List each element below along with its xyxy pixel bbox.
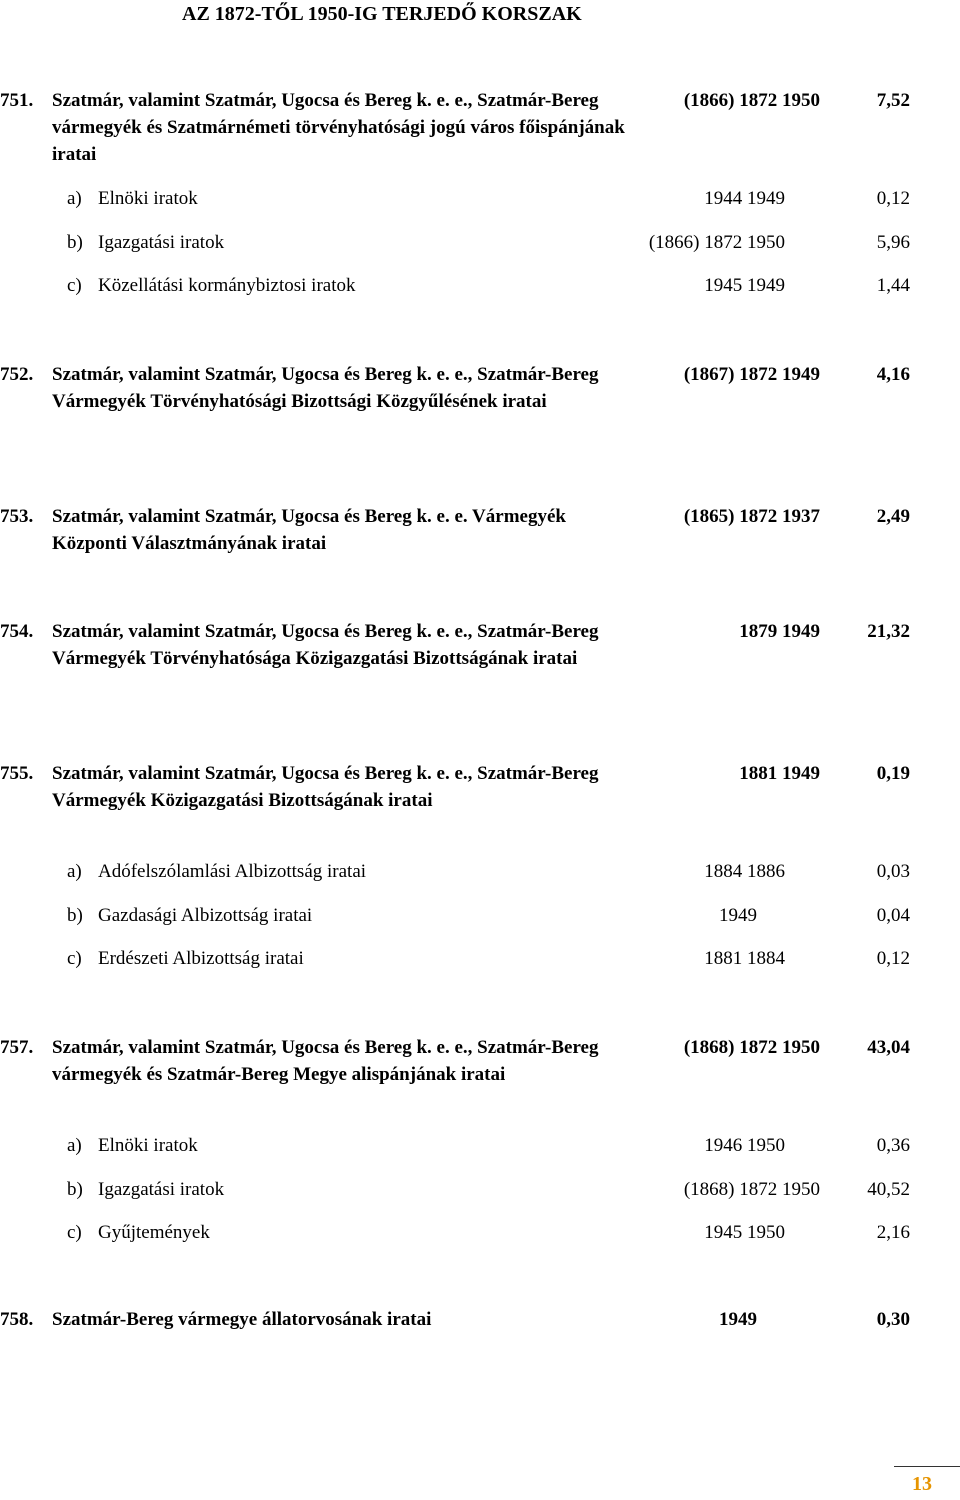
sub-letter: c) — [67, 275, 82, 296]
entry-volume: 21,32 — [867, 621, 910, 642]
sub-entry — [0, 229, 960, 256]
sub-letter: a) — [67, 1135, 82, 1156]
entry-number: 758. — [0, 1309, 34, 1330]
sub-letter: c) — [67, 948, 82, 969]
sub-entry — [0, 272, 960, 299]
entry-dates: 1879 1949 — [739, 621, 820, 642]
sub-dates: 1881 1884 — [704, 948, 785, 969]
entry-number: 753. — [0, 506, 34, 527]
sub-letter: b) — [67, 1179, 83, 1200]
sub-letter: a) — [67, 188, 82, 209]
entry-volume: 4,16 — [876, 364, 910, 385]
sub-letter: b) — [67, 905, 83, 926]
sub-dates: 1944 1949 — [704, 188, 785, 209]
sub-title: Elnöki iratok — [98, 1135, 198, 1156]
sub-entry — [0, 902, 960, 929]
entry-title: Szatmár, valamint Szatmár, Ugocsa és Bereg k. e. e. Vármegyék Központi Választmányának iratai — [52, 506, 566, 554]
sub-dates: 1945 1950 — [704, 1222, 785, 1243]
entry-dates: 1881 1949 — [739, 763, 820, 784]
sub-entry — [0, 945, 960, 972]
entry-number: 754. — [0, 621, 34, 642]
sub-entry — [0, 1219, 960, 1246]
entry-title: Szatmár, valamint Szatmár, Ugocsa és Bereg k. e. e., Szatmár-Bereg vármegyék és Szatmárnémeti törvényhatósági jogú város főispánjának iratai — [52, 90, 625, 165]
sub-title: Adófelszólamlási Albizottság iratai — [98, 861, 367, 882]
page-header: AZ 1872-TŐL 1950-IG TERJEDŐ KORSZAK — [182, 3, 582, 25]
entry-number: 752. — [0, 364, 34, 385]
entry-volume: 0,30 — [876, 1309, 910, 1330]
entry-dates: 1949 — [719, 1309, 757, 1330]
sub-dates: (1866) 1872 1950 — [648, 232, 785, 253]
entry-dates: (1868) 1872 1950 — [683, 1037, 820, 1058]
sub-entry — [0, 1132, 960, 1159]
sub-volume: 5,96 — [876, 232, 910, 253]
entry-number: 751. — [0, 90, 34, 111]
sub-volume: 0,36 — [876, 1135, 910, 1156]
sub-entry — [0, 1176, 960, 1203]
sub-title: Gyűjtemények — [98, 1222, 210, 1243]
sub-dates: 1949 — [719, 905, 757, 926]
sub-dates: (1868) 1872 1950 — [683, 1179, 820, 1200]
sub-volume: 40,52 — [867, 1179, 910, 1200]
entry-title: Szatmár-Bereg vármegye állatorvosának iratai — [52, 1309, 432, 1330]
sub-volume: 1,44 — [876, 275, 910, 296]
sub-dates: 1946 1950 — [704, 1135, 785, 1156]
sub-volume: 2,16 — [876, 1222, 910, 1243]
sub-title: Elnöki iratok — [98, 188, 198, 209]
sub-title: Erdészeti Albizottság iratai — [98, 948, 304, 969]
entry-title: Szatmár, valamint Szatmár, Ugocsa és Bereg k. e. e., Szatmár-Bereg Vármegyék Törvényhatósága Közigazgatási Bizottságának iratai — [52, 621, 599, 669]
sub-volume: 0,03 — [876, 861, 910, 882]
sub-entry — [0, 185, 960, 212]
entry-title: Szatmár, valamint Szatmár, Ugocsa és Bereg k. e. e., Szatmár-Bereg Vármegyék Törvényhatósági Bizottsági Közgyűlésének iratai — [52, 364, 599, 412]
entry-title: Szatmár, valamint Szatmár, Ugocsa és Bereg k. e. e., Szatmár-Bereg Vármegyék Közigazgatási Bizottságának iratai — [52, 763, 599, 811]
entry-dates: (1865) 1872 1937 — [683, 506, 820, 527]
entry-dates: (1867) 1872 1949 — [683, 364, 820, 385]
sub-volume: 0,12 — [876, 188, 910, 209]
sub-letter: b) — [67, 232, 83, 253]
sub-title: Igazgatási iratok — [98, 232, 225, 253]
entry-volume: 7,52 — [876, 90, 910, 111]
sub-title: Igazgatási iratok — [98, 1179, 225, 1200]
entry-number: 755. — [0, 763, 34, 784]
sub-volume: 0,04 — [876, 905, 910, 926]
sub-dates: 1884 1886 — [704, 861, 785, 882]
entry-dates: (1866) 1872 1950 — [683, 90, 820, 111]
page-number: 13 — [912, 1473, 932, 1495]
sub-volume: 0,12 — [876, 948, 910, 969]
entry-volume: 2,49 — [876, 506, 910, 527]
entry-volume: 0,19 — [876, 763, 910, 784]
entry-title: Szatmár, valamint Szatmár, Ugocsa és Bereg k. e. e., Szatmár-Bereg vármegyék és Szatmár-Bereg Megye alispánjának iratai — [52, 1037, 599, 1085]
sub-title: Gazdasági Albizottság iratai — [98, 905, 313, 926]
sub-entry — [0, 858, 960, 885]
sub-title: Közellátási kormánybiztosi iratok — [98, 275, 356, 296]
sub-letter: a) — [67, 861, 82, 882]
sub-dates: 1945 1949 — [704, 275, 785, 296]
entry-volume: 43,04 — [867, 1037, 910, 1058]
sub-letter: c) — [67, 1222, 82, 1243]
entry-number: 757. — [0, 1037, 34, 1058]
